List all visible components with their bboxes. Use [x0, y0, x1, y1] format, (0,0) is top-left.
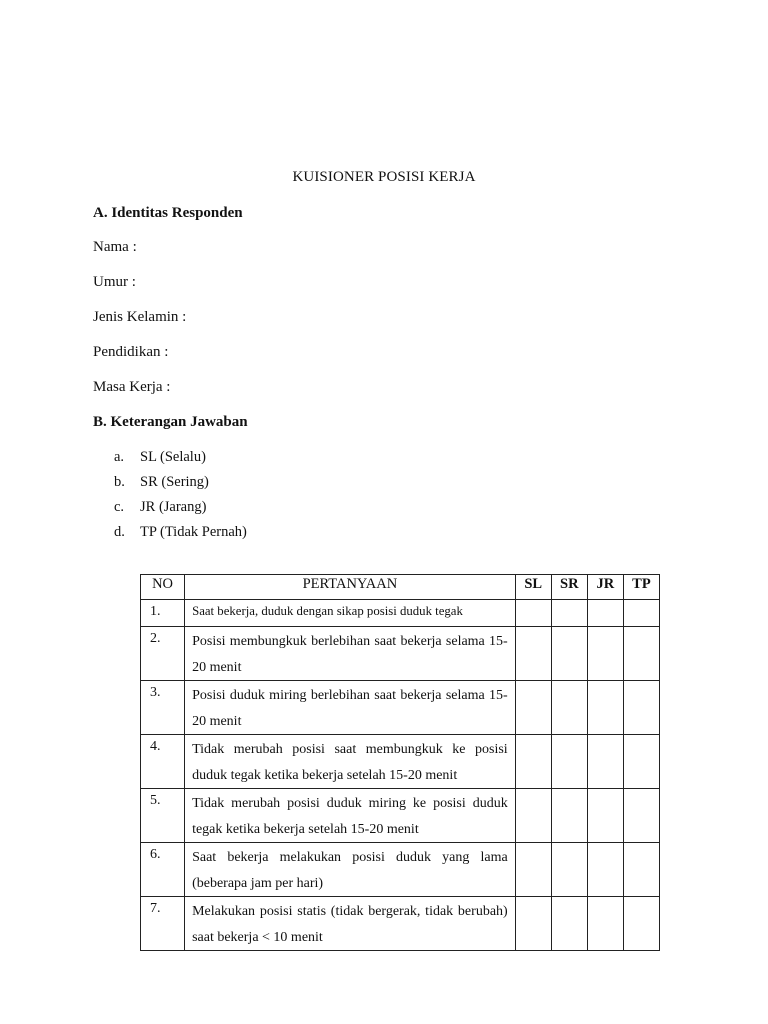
header-sl: SL: [515, 575, 551, 600]
answer-cell-jr[interactable]: [587, 897, 623, 951]
header-question: PERTANYAAN: [185, 575, 516, 600]
table-row: [141, 600, 660, 627]
answer-cell-jr[interactable]: [587, 843, 623, 897]
questionnaire-table: [140, 574, 660, 951]
row-question: Saat bekerja melakukan posisi duduk yang lama (beberapa jam per hari): [185, 843, 516, 897]
legend-marker: b.: [114, 474, 125, 490]
answer-cell-tp[interactable]: [623, 897, 659, 951]
field-jenis-kelamin: Jenis Kelamin :: [93, 309, 187, 325]
row-number: 4.: [141, 735, 185, 789]
answer-cell-jr[interactable]: [587, 789, 623, 843]
field-masa-kerja: Masa Kerja :: [93, 379, 171, 395]
table-row: [141, 735, 660, 789]
answer-cell-sr[interactable]: [551, 843, 587, 897]
legend-item-jr: [93, 498, 247, 523]
answer-cell-tp[interactable]: [623, 843, 659, 897]
answer-cell-sr[interactable]: [551, 735, 587, 789]
table-row: [141, 843, 660, 897]
header-jr: JR: [587, 575, 623, 600]
legend-text: TP (Tidak Pernah): [140, 524, 247, 540]
answer-cell-tp[interactable]: [623, 789, 659, 843]
answer-cell-sl[interactable]: [515, 627, 551, 681]
legend-text: SR (Sering): [140, 474, 209, 490]
legend-marker: a.: [114, 449, 125, 465]
answer-cell-sl[interactable]: [515, 681, 551, 735]
table-row: [141, 789, 660, 843]
answer-cell-tp[interactable]: [623, 600, 659, 627]
field-umur: Umur :: [93, 274, 136, 290]
row-number: 1.: [141, 600, 185, 627]
legend-marker: c.: [114, 499, 125, 515]
row-question: Tidak merubah posisi saat membungkuk ke posisi duduk tegak ketika bekerja setelah 15-20 menit: [185, 735, 516, 789]
answer-cell-tp[interactable]: [623, 627, 659, 681]
row-question: Posisi membungkuk berlebihan saat bekerja selama 15-20 menit: [185, 627, 516, 681]
row-question: Posisi duduk miring berlebihan saat bekerja selama 15-20 menit: [185, 681, 516, 735]
answer-cell-sl[interactable]: [515, 843, 551, 897]
answer-cell-jr[interactable]: [587, 600, 623, 627]
legend-item-sr: [93, 473, 247, 498]
legend-text: JR (Jarang): [140, 499, 207, 515]
table-row: [141, 627, 660, 681]
answer-cell-sl[interactable]: [515, 897, 551, 951]
answer-cell-sr[interactable]: [551, 681, 587, 735]
legend-item-tp: [93, 523, 247, 548]
header-no: NO: [141, 575, 185, 600]
legend-item-sl: [93, 448, 247, 473]
answer-cell-jr[interactable]: [587, 735, 623, 789]
legend-marker: d.: [114, 524, 125, 540]
row-number: 6.: [141, 843, 185, 897]
answer-cell-sr[interactable]: [551, 897, 587, 951]
answer-cell-sl[interactable]: [515, 735, 551, 789]
table-row: [141, 681, 660, 735]
row-question: Tidak merubah posisi duduk miring ke posisi duduk tegak ketika bekerja setelah 15-20 menit: [185, 789, 516, 843]
table-row: [141, 897, 660, 951]
row-question: Saat bekerja, duduk dengan sikap posisi duduk tegak: [185, 600, 516, 627]
field-nama: Nama :: [93, 239, 137, 255]
header-tp: TP: [623, 575, 659, 600]
document-title: KUISIONER POSISI KERJA: [292, 169, 476, 185]
section-a-heading: A. Identitas Responden: [93, 205, 243, 221]
answer-cell-sr[interactable]: [551, 789, 587, 843]
answer-cell-sr[interactable]: [551, 600, 587, 627]
row-number: 2.: [141, 627, 185, 681]
row-question: Melakukan posisi statis (tidak bergerak, tidak berubah) saat bekerja < 10 menit: [185, 897, 516, 951]
legend-text: SL (Selalu): [140, 449, 206, 465]
section-b-heading: B. Keterangan Jawaban: [93, 414, 248, 430]
row-number: 3.: [141, 681, 185, 735]
row-number: 5.: [141, 789, 185, 843]
answer-cell-sr[interactable]: [551, 627, 587, 681]
header-sr: SR: [551, 575, 587, 600]
field-pendidikan: Pendidikan :: [93, 344, 169, 360]
table-header-row: [141, 575, 660, 600]
answer-cell-sl[interactable]: [515, 789, 551, 843]
answer-cell-jr[interactable]: [587, 627, 623, 681]
row-number: 7.: [141, 897, 185, 951]
answer-legend-list: [93, 448, 247, 548]
answer-cell-tp[interactable]: [623, 681, 659, 735]
answer-cell-sl[interactable]: [515, 600, 551, 627]
answer-cell-tp[interactable]: [623, 735, 659, 789]
answer-cell-jr[interactable]: [587, 681, 623, 735]
